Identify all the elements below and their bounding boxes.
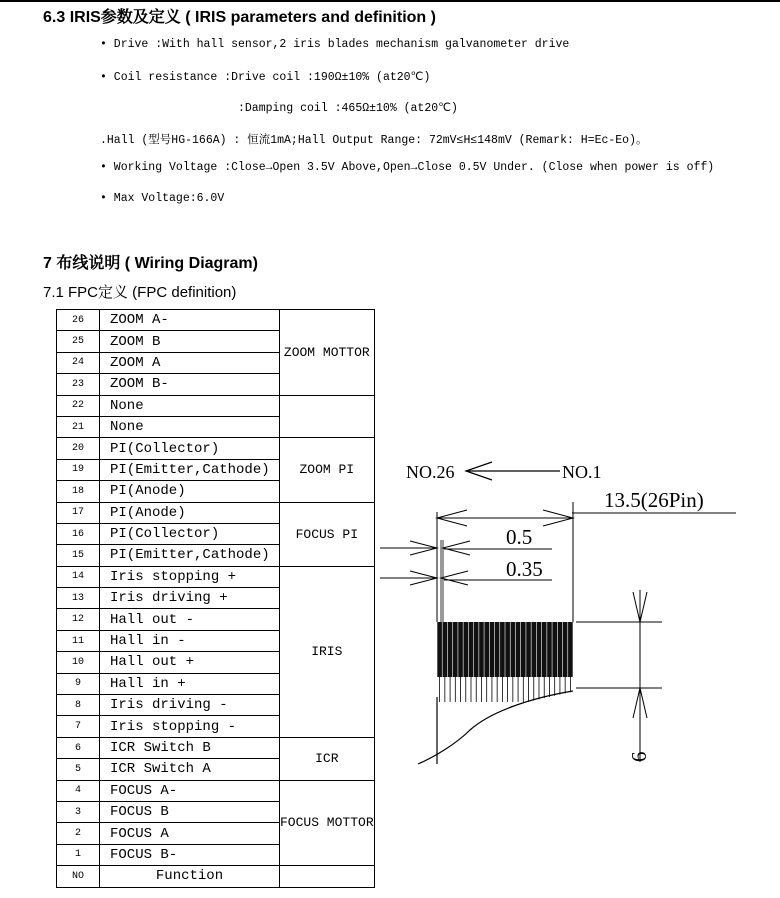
pin-number: 20: [57, 438, 100, 459]
pin-function: None: [100, 416, 280, 437]
width-dimension-label: 13.5(26Pin): [604, 488, 704, 512]
damping-coil-spec: :Damping coil :465Ω±10% (at20℃): [238, 102, 458, 115]
pin-function: FOCUS A-: [100, 780, 280, 801]
pin-function: ZOOM A-: [100, 310, 280, 331]
pin-number: 1: [57, 844, 100, 865]
pin-number: 7: [57, 716, 100, 737]
pin-number: 17: [57, 502, 100, 523]
pin-number: 8: [57, 695, 100, 716]
pin-number: 9: [57, 673, 100, 694]
pin-function: Iris driving +: [100, 588, 280, 609]
trace-dimension-label: 0.35: [506, 557, 543, 581]
pin-number: 4: [57, 780, 100, 801]
pin-number: 5: [57, 759, 100, 780]
no-column-header: NO: [57, 866, 100, 887]
pin-number: 11: [57, 630, 100, 651]
pin-1-label: NO.1: [562, 462, 602, 482]
table-row: [57, 780, 375, 801]
pin-26-label: NO.26: [406, 462, 455, 482]
fpc-contacts: [437, 540, 573, 702]
pin-number: 2: [57, 823, 100, 844]
table-row: [57, 310, 375, 331]
pin-number: 16: [57, 523, 100, 544]
table-row: [57, 395, 375, 416]
pin-function: PI(Collector): [100, 438, 280, 459]
pin-function: None: [100, 395, 280, 416]
function-column-header: Function: [100, 866, 280, 887]
table-row: [57, 438, 375, 459]
section-7-title: 7 布线说明 ( Wiring Diagram): [43, 255, 258, 272]
max-voltage-spec: • Max Voltage:6.0V: [100, 192, 225, 205]
fpc-outline: [418, 691, 573, 764]
pin-number: 13: [57, 588, 100, 609]
pin-function: ZOOM A: [100, 352, 280, 373]
working-voltage-spec: • Working Voltage :Close→Open 3.5V Above,Open→Close 0.5V Under. (Close when power is off): [100, 161, 715, 174]
pin-group: FOCUS MOTTOR: [280, 780, 375, 866]
pin-number: 10: [57, 652, 100, 673]
pin-function: PI(Collector): [100, 523, 280, 544]
pin-function: PI(Anode): [100, 502, 280, 523]
pin-number: 12: [57, 609, 100, 630]
pin-number: 18: [57, 481, 100, 502]
pin-group: ZOOM MOTTOR: [280, 310, 375, 396]
pin-function: ZOOM B: [100, 331, 280, 352]
table-row: [57, 502, 375, 523]
coil-resistance-spec: • Coil resistance :Drive coil :190Ω±10% (at20℃): [100, 71, 431, 84]
pin-function: ZOOM B-: [100, 374, 280, 395]
pin-function: PI(Emitter,Cathode): [100, 545, 280, 566]
hall-spec: .Hall (型号HG-166A) : 恒流1mA;Hall Output Range: 72mV≤H≤148mV (Remark: H=Ec-Eo)。: [100, 134, 648, 147]
pin-function: FOCUS B-: [100, 844, 280, 865]
table-row: [57, 737, 375, 758]
pin-number: 15: [57, 545, 100, 566]
fpc-dimension-diagram: [380, 440, 760, 780]
pin-group: IRIS: [280, 566, 375, 737]
pin-number: 6: [57, 737, 100, 758]
pin-number: 19: [57, 459, 100, 480]
table-row: [57, 566, 375, 587]
pin-number: 3: [57, 801, 100, 822]
pitch-dimension-label: 0.5: [506, 525, 533, 549]
section-6-3-title: 6.3 IRIS参数及定义 ( IRIS parameters and definition ): [43, 9, 436, 26]
pin-group: ICR: [280, 737, 375, 780]
pin-function: Hall in -: [100, 630, 280, 651]
pin-function: PI(Emitter,Cathode): [100, 459, 280, 480]
fpc-definition-table: [56, 309, 375, 888]
pin-function: Iris driving -: [100, 695, 280, 716]
top-rule: [0, 0, 780, 2]
pin-function: PI(Anode): [100, 481, 280, 502]
pitch-arrow-right: [443, 541, 470, 555]
pin-number: 14: [57, 566, 100, 587]
pin-function: Hall out -: [100, 609, 280, 630]
trace-arrow-right: [441, 571, 468, 585]
pin-function: Iris stopping +: [100, 566, 280, 587]
pin-number: 23: [57, 374, 100, 395]
section-7-1-subtitle: 7.1 FPC定义 (FPC definition): [43, 284, 237, 301]
pin-group: ZOOM PI: [280, 438, 375, 502]
pin-number: 24: [57, 352, 100, 373]
pin-group: [280, 395, 375, 438]
pin-function: ICR Switch B: [100, 737, 280, 758]
table-footer-row: [57, 866, 375, 887]
pin-function: Iris stopping -: [100, 716, 280, 737]
height-dimension-label: 6: [627, 751, 651, 762]
footer-blank: [280, 866, 375, 887]
pin-number: 21: [57, 416, 100, 437]
pin-number: 25: [57, 331, 100, 352]
pin-group: FOCUS PI: [280, 502, 375, 566]
pin-function: ICR Switch A: [100, 759, 280, 780]
pin-number: 26: [57, 310, 100, 331]
drive-spec: • Drive :With hall sensor,2 iris blades mechanism galvanometer drive: [100, 38, 570, 51]
pin-number: 22: [57, 395, 100, 416]
pin-function: Hall in +: [100, 673, 280, 694]
pin-function: Hall out +: [100, 652, 280, 673]
pin-function: FOCUS A: [100, 823, 280, 844]
pin-function: FOCUS B: [100, 801, 280, 822]
